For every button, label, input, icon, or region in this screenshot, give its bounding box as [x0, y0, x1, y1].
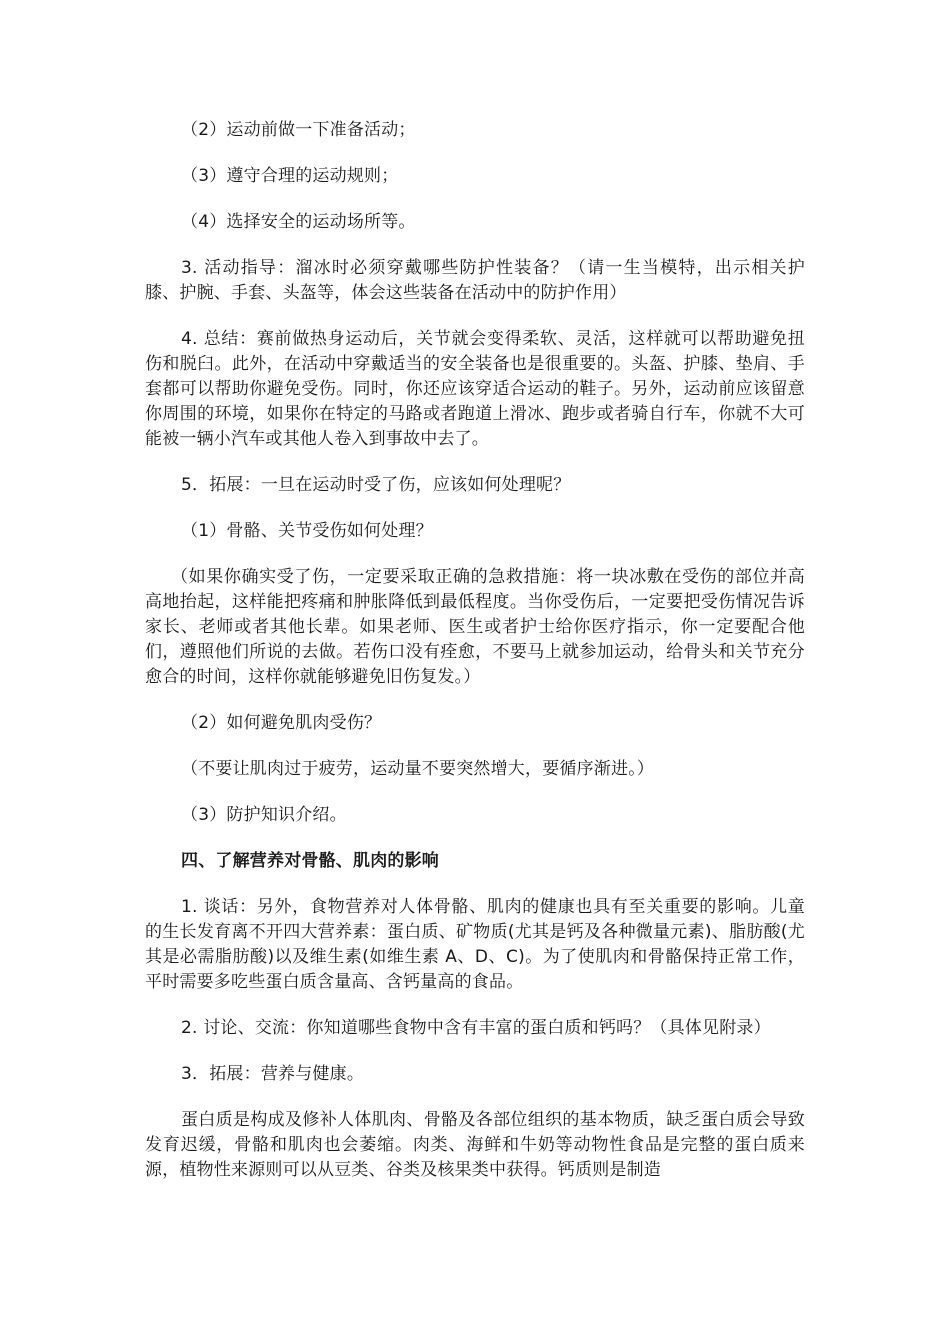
nutrition-extension-paragraph: 3．拓展：营养与健康。	[181, 1064, 365, 1084]
first-aid-paragraph: （如果你确实受了伤，一定要采取正确的急救措施：将一块冰敷在受伤的部位并高高地抬起，这样能把疼痛和肿胀降低到最低程度。当你受伤后，一定要把受伤情况告诉家长、老师或者其他长辈。如果老师、医生或者护士给你医疗指示，你一定要配合他们，遵照他们所说的去做。若伤口没有痊愈，不要马上就参加运动，给骨头和关节充分愈合的时间，这样你就能够避免旧伤复发。）	[145, 567, 805, 687]
discussion-paragraph: 2. 讨论、交流：你知道哪些食物中含有丰富的蛋白质和钙吗？（具体见附录）	[181, 1018, 771, 1038]
protein-paragraph: 蛋白质是构成及修补人体肌肉、骨骼及各部位组织的基本物质，缺乏蛋白质会导致发育迟缓，骨骼和肌肉也会萎缩。肉类、海鲜和牛奶等动物性食品是完整的蛋白质来源，植物性来源则可以从豆类、谷类及核果类中获得。钙质则是制造	[145, 1110, 805, 1180]
list-item-2: （2）运动前做一下准备活动；	[181, 120, 416, 140]
summary-paragraph: 4. 总结：赛前做热身运动后，关节就会变得柔软、灵活，这样就可以帮助避免扭伤和脱臼。此外，在活动中穿戴适当的安全装备也是很重要的。头盔、护膝、垫肩、手套都可以帮助你避免受伤。同时，你还应该穿适合运动的鞋子。另外，运动前应该留意你周围的环境，如果你在特定的马路或者跑道上滑冰、跑步或者骑自行车，你就不大可能被一辆小汽车或其他人卷入到事故中去了。	[145, 329, 805, 449]
muscle-advice-paragraph: （不要让肌肉过于疲劳，运动量不要突然增大，要循序渐进。）	[181, 759, 655, 779]
section-heading: 四、了解营养对骨骼、肌肉的影响	[181, 851, 439, 871]
list-item-4: （4）选择安全的运动场所等。	[181, 212, 416, 232]
subquestion-2: （2）如何避免肌肉受伤？	[181, 713, 382, 733]
list-item-3: （3）遵守合理的运动规则；	[181, 166, 399, 186]
extension-paragraph: 5．拓展：一旦在运动时受了伤，应该如何处理呢？	[181, 475, 571, 495]
subquestion-1: （1）骨骼、关节受伤如何处理？	[181, 521, 433, 541]
activity-guidance-paragraph: 3. 活动指导：溜冰时必须穿戴哪些防护性装备？（请一生当模特，出示相关护膝、护腕、手套、头盔等，体会这些装备在活动中的防护作用）	[145, 258, 805, 303]
subquestion-3: （3）防护知识介绍。	[181, 805, 347, 825]
talk-paragraph: 1. 谈话：另外，食物营养对人体骨骼、肌肉的健康也具有至关重要的影响。儿童的生长发育离不开四大营养素：蛋白质、矿物质(尤其是钙及各种微量元素)、脂肪酸(尤其是必需脂肪酸)以及维生素(如维生素 A、D、C)。为了使肌肉和骨骼保持正常工作，平时需要多吃些蛋白质含量高、含钙量高的食品。	[145, 897, 805, 992]
